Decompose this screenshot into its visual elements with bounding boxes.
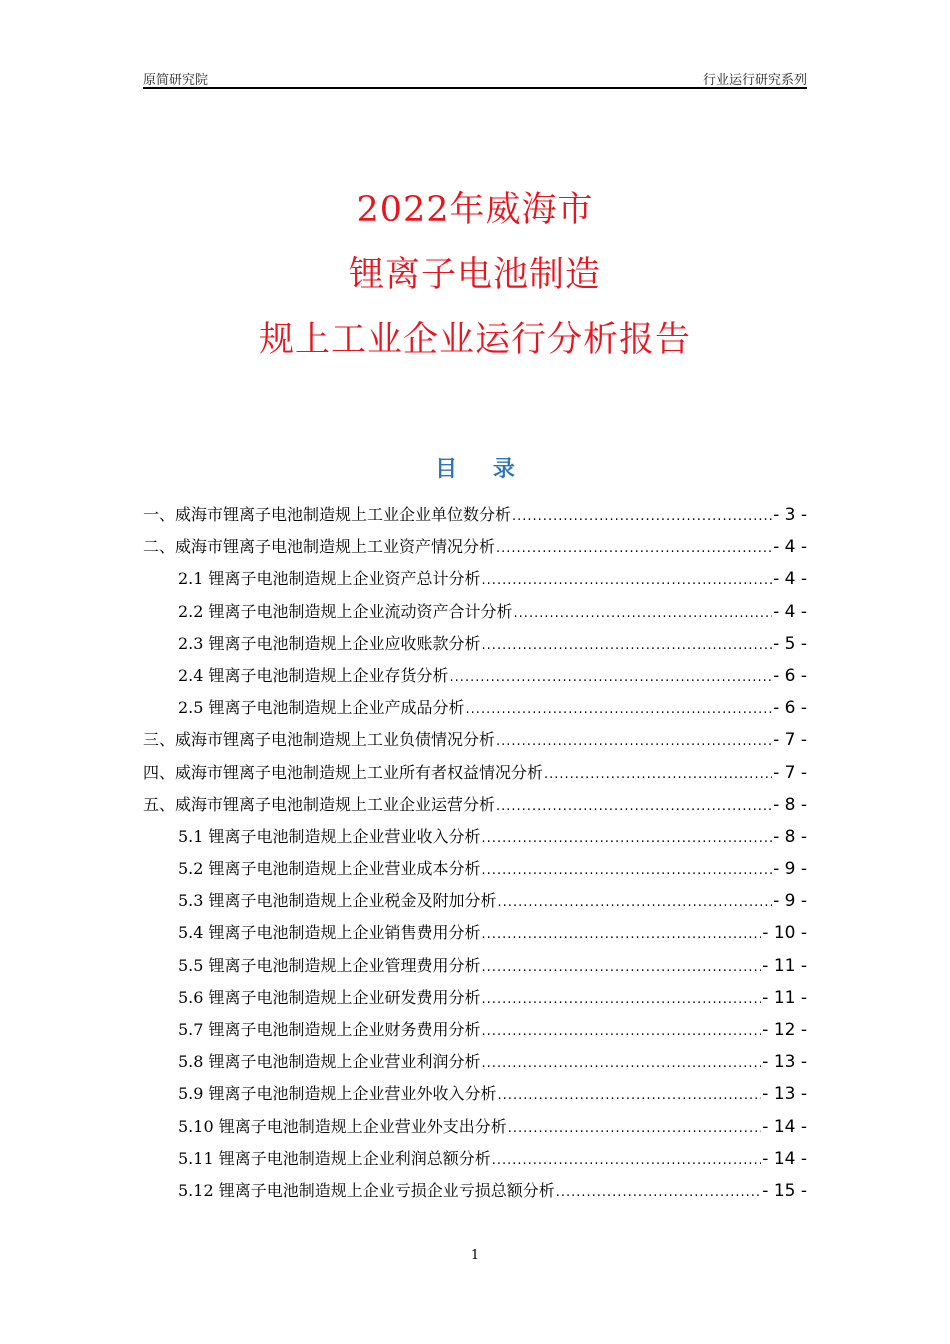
toc-dot-leader xyxy=(482,856,773,886)
toc-entry-page[interactable]: - 11 - xyxy=(762,987,807,1008)
toc-entry[interactable] xyxy=(143,725,807,757)
toc-entry[interactable] xyxy=(143,564,807,596)
toc-entry-title[interactable]: 5.1 锂离子电池制造规上企业营业收入分析 xyxy=(178,826,481,846)
toc-entry[interactable] xyxy=(143,1079,807,1111)
toc-entry-title[interactable]: 一、威海市锂离子电池制造规上工业企业单位数分析 xyxy=(143,505,512,524)
toc-entry[interactable] xyxy=(143,1112,807,1144)
toc-entry[interactable] xyxy=(143,693,807,725)
title-line-1: 2022年威海市 xyxy=(356,190,594,230)
toc-entry-title[interactable]: 四、威海市锂离子电池制造规上工业所有者权益情况分析 xyxy=(143,762,544,782)
toc-entry[interactable] xyxy=(143,758,807,790)
toc-dot-leader xyxy=(466,695,773,725)
toc-entry[interactable] xyxy=(143,790,807,822)
toc-entry-page[interactable]: - 4 - xyxy=(773,537,807,558)
toc-entry[interactable] xyxy=(143,1047,807,1079)
toc-entry-page[interactable]: - 13 - xyxy=(762,1052,807,1073)
toc-dot-leader xyxy=(450,663,773,693)
header-series-name: 行业运行研究系列 xyxy=(702,73,807,88)
toc-entry[interactable] xyxy=(143,918,807,950)
toc-dot-leader xyxy=(492,1146,762,1176)
toc-dot-leader xyxy=(482,985,762,1015)
title-line-3: 规上工业企业运行分析报告 xyxy=(258,320,691,360)
toc-dot-leader xyxy=(498,1081,762,1111)
toc-dot-leader xyxy=(482,1017,762,1047)
toc-dot-leader xyxy=(482,953,762,983)
toc-dot-leader xyxy=(508,1114,762,1144)
toc-entry-page[interactable]: - 10 - xyxy=(762,923,807,944)
toc-dot-leader xyxy=(544,760,772,790)
toc-entry-title[interactable]: 二、威海市锂离子电池制造规上工业资产情况分析 xyxy=(143,537,496,557)
toc-entry-page[interactable]: - 15 - xyxy=(762,1180,807,1201)
page-number: 1 xyxy=(470,1248,480,1263)
toc-entry-title[interactable]: 5.12 锂离子电池制造规上企业亏损企业亏损总额分析 xyxy=(178,1180,555,1200)
toc-entry-title[interactable]: 5.5 锂离子电池制造规上企业管理费用分析 xyxy=(178,955,481,975)
toc-entry[interactable] xyxy=(143,661,807,693)
toc-entry[interactable] xyxy=(143,822,807,854)
toc-entry-page[interactable]: - 4 - xyxy=(773,601,807,622)
toc-entry-page[interactable]: - 7 - xyxy=(773,762,807,783)
toc-entry-title[interactable]: 五、威海市锂离子电池制造规上工业企业运营分析 xyxy=(143,794,496,814)
toc-dot-leader xyxy=(482,1049,762,1079)
toc-dot-leader xyxy=(482,824,773,854)
toc-entry-page[interactable]: - 13 - xyxy=(762,1084,807,1105)
toc-entry-page[interactable]: - 3 - xyxy=(773,505,807,525)
toc-heading: 目 录 xyxy=(435,457,529,482)
toc-dot-leader xyxy=(482,920,762,950)
toc-entry-page[interactable]: - 9 - xyxy=(773,891,807,912)
toc-dot-leader xyxy=(556,1178,762,1208)
toc-dot-leader xyxy=(496,534,772,564)
toc-entry[interactable] xyxy=(143,532,807,564)
toc-entry[interactable] xyxy=(143,886,807,918)
toc-dot-leader xyxy=(482,566,773,596)
toc-dot-leader xyxy=(512,502,772,532)
toc-entry-page[interactable]: - 14 - xyxy=(762,1148,807,1169)
title-line-2: 锂离子电池制造 xyxy=(348,255,601,295)
toc-entry-page[interactable]: - 7 - xyxy=(773,730,807,751)
page-header xyxy=(143,66,807,89)
toc-entry[interactable] xyxy=(143,1144,807,1176)
toc-entry-page[interactable]: - 9 - xyxy=(773,859,807,880)
toc-entry[interactable] xyxy=(143,854,807,886)
toc-entry[interactable] xyxy=(143,983,807,1015)
toc-entry-title[interactable]: 2.2 锂离子电池制造规上企业流动资产合计分析 xyxy=(178,601,513,621)
toc-entry-title[interactable]: 5.2 锂离子电池制造规上企业营业成本分析 xyxy=(178,859,481,879)
toc-dot-leader xyxy=(482,631,773,661)
toc-entry-page[interactable]: - 6 - xyxy=(773,698,807,719)
toc-entry-title[interactable]: 5.9 锂离子电池制造规上企业营业外收入分析 xyxy=(178,1084,497,1104)
toc-entry-title[interactable]: 5.11 锂离子电池制造规上企业利润总额分析 xyxy=(178,1148,491,1168)
toc-entry-title[interactable]: 三、威海市锂离子电池制造规上工业负债情况分析 xyxy=(143,730,496,750)
toc-entry-title[interactable]: 2.5 锂离子电池制造规上企业产成品分析 xyxy=(178,698,465,718)
toc-entry[interactable] xyxy=(143,951,807,983)
toc-entry-title[interactable]: 5.8 锂离子电池制造规上企业营业利润分析 xyxy=(178,1052,481,1072)
toc-entry-page[interactable]: - 6 - xyxy=(773,665,807,686)
toc-entry-title[interactable]: 5.6 锂离子电池制造规上企业研发费用分析 xyxy=(178,987,481,1007)
table-of-contents xyxy=(143,500,807,1208)
toc-entry-page[interactable]: - 5 - xyxy=(773,633,807,654)
toc-entry-title[interactable]: 5.10 锂离子电池制造规上企业营业外支出分析 xyxy=(178,1116,507,1136)
toc-entry-page[interactable]: - 4 - xyxy=(773,569,807,590)
toc-dot-leader xyxy=(496,727,772,757)
toc-entry-title[interactable]: 5.7 锂离子电池制造规上企业财务费用分析 xyxy=(178,1020,481,1039)
toc-entry-title[interactable]: 5.3 锂离子电池制造规上企业税金及附加分析 xyxy=(178,891,497,911)
toc-entry[interactable] xyxy=(143,629,807,661)
toc-entry[interactable] xyxy=(143,597,807,629)
toc-dot-leader xyxy=(514,599,773,629)
toc-dot-leader xyxy=(496,792,772,822)
toc-dot-leader xyxy=(498,888,773,918)
header-org-name: 原简研究院 xyxy=(143,73,209,88)
toc-entry-title[interactable]: 5.4 锂离子电池制造规上企业销售费用分析 xyxy=(178,923,481,943)
toc-entry-title[interactable]: 2.1 锂离子电池制造规上企业资产总计分析 xyxy=(178,569,481,589)
toc-entry-title[interactable]: 2.4 锂离子电池制造规上企业存货分析 xyxy=(178,665,449,685)
toc-entry-page[interactable]: - 11 - xyxy=(762,955,807,976)
toc-entry-page[interactable]: - 8 - xyxy=(773,794,807,815)
toc-entry-page[interactable]: - 8 - xyxy=(773,826,807,847)
report-title xyxy=(0,178,950,373)
toc-entry[interactable] xyxy=(143,1176,807,1208)
toc-entry-page[interactable]: - 12 - xyxy=(762,1020,807,1040)
toc-entry[interactable] xyxy=(143,1015,807,1047)
toc-entry[interactable] xyxy=(143,500,807,532)
toc-entry-page[interactable]: - 14 - xyxy=(762,1116,807,1137)
toc-entry-title[interactable]: 2.3 锂离子电池制造规上企业应收账款分析 xyxy=(178,633,481,653)
